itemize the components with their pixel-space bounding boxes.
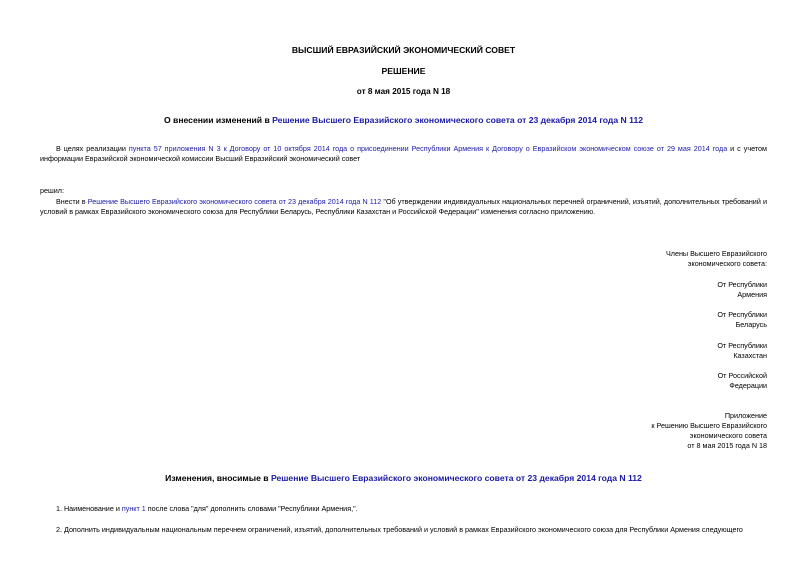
appendix-line-3: экономического совета bbox=[689, 431, 767, 440]
russia-line-2: Федерации bbox=[729, 381, 767, 390]
decision-paragraph bbox=[40, 197, 767, 217]
members-line-2: экономического совета: bbox=[687, 259, 767, 268]
kazakhstan-line-2: Казахстан bbox=[733, 351, 767, 360]
decision-text-1: Внести в bbox=[56, 197, 88, 206]
title-prefix: О внесении изменений в bbox=[163, 115, 273, 125]
changes-title-prefix: Изменения, вносимые в bbox=[165, 473, 271, 483]
belarus-line-1: От Республики bbox=[717, 310, 767, 319]
appendix-line-4: от 8 мая 2015 года N 18 bbox=[687, 441, 767, 450]
signature-members bbox=[567, 249, 767, 269]
changes-title-link[interactable]: Решение Высшего Евразийского экономического совета от 23 декабря 2014 года N 112 bbox=[270, 473, 642, 483]
item1-link[interactable]: пункт 1 bbox=[121, 504, 146, 513]
intro-text-1: В целях реализации bbox=[56, 144, 129, 153]
appendix-line-2: к Решению Высшего Евразийского bbox=[651, 421, 767, 430]
reshil-label: решил: bbox=[40, 186, 64, 195]
decision-link[interactable]: Решение Высшего Евразийского экономического совета от 23 декабря 2014 года N 112 bbox=[87, 197, 382, 206]
decision-text-2: "Об утверждении индивидуальных национальных перечней ограничений, изъятий, дополнительных требований и условий в рамках Евразийского экономического союза для Республики Беларусь, Республики Казахстан и Российской Федерации" изменения согласно приложению. bbox=[40, 197, 767, 216]
armenia-line-2: Армения bbox=[737, 290, 767, 299]
intro-paragraph bbox=[40, 144, 767, 164]
intro-text-2: и с учетом информации Евразийской экономической комиссии Высший Евразийский экономический совет bbox=[40, 144, 767, 163]
item1-text-1: 1. Наименование и bbox=[56, 504, 122, 513]
doc-date-heading: от 8 мая 2015 года N 18 bbox=[356, 87, 451, 96]
russia-line-1: От Российской bbox=[717, 371, 767, 380]
signature-kazakhstan bbox=[567, 341, 767, 361]
appendix-line-1: Приложение bbox=[724, 411, 767, 420]
armenia-line-1: От Республики bbox=[717, 280, 767, 289]
title-link[interactable]: Решение Высшего Евразийского экономического совета от 23 декабря 2014 года N 112 bbox=[272, 115, 644, 125]
doc-type-heading: РЕШЕНИЕ bbox=[381, 66, 426, 76]
org-heading: ВЫСШИЙ ЕВРАЗИЙСКИЙ ЭКОНОМИЧЕСКИЙ СОВЕТ bbox=[291, 45, 516, 55]
intro-link[interactable]: пункта 57 приложения N 3 к Договору от 10 октября 2014 года о присоединении Республики Армения к Договору о Евразийском экономическом союзе от 29 мая 2014 года bbox=[128, 144, 728, 153]
change-item-2: 2. Дополнить индивидуальным национальным перечнем ограничений, изъятий, дополнительных требований и условий в рамках Евразийского экономического союза для Республики Армения следующего bbox=[56, 525, 743, 534]
change-item-1 bbox=[56, 504, 358, 514]
signature-belarus bbox=[567, 310, 767, 330]
changes-title bbox=[40, 473, 767, 483]
signature-russia bbox=[567, 371, 767, 391]
signature-armenia bbox=[567, 280, 767, 300]
members-line-1: Члены Высшего Евразийского bbox=[665, 249, 767, 258]
document-title bbox=[40, 115, 767, 125]
belarus-line-2: Беларусь bbox=[735, 320, 767, 329]
kazakhstan-line-1: От Республики bbox=[717, 341, 767, 350]
appendix-block bbox=[567, 411, 767, 451]
item1-text-2: после слова "для" дополнить словами "Республики Армения,". bbox=[145, 504, 358, 513]
